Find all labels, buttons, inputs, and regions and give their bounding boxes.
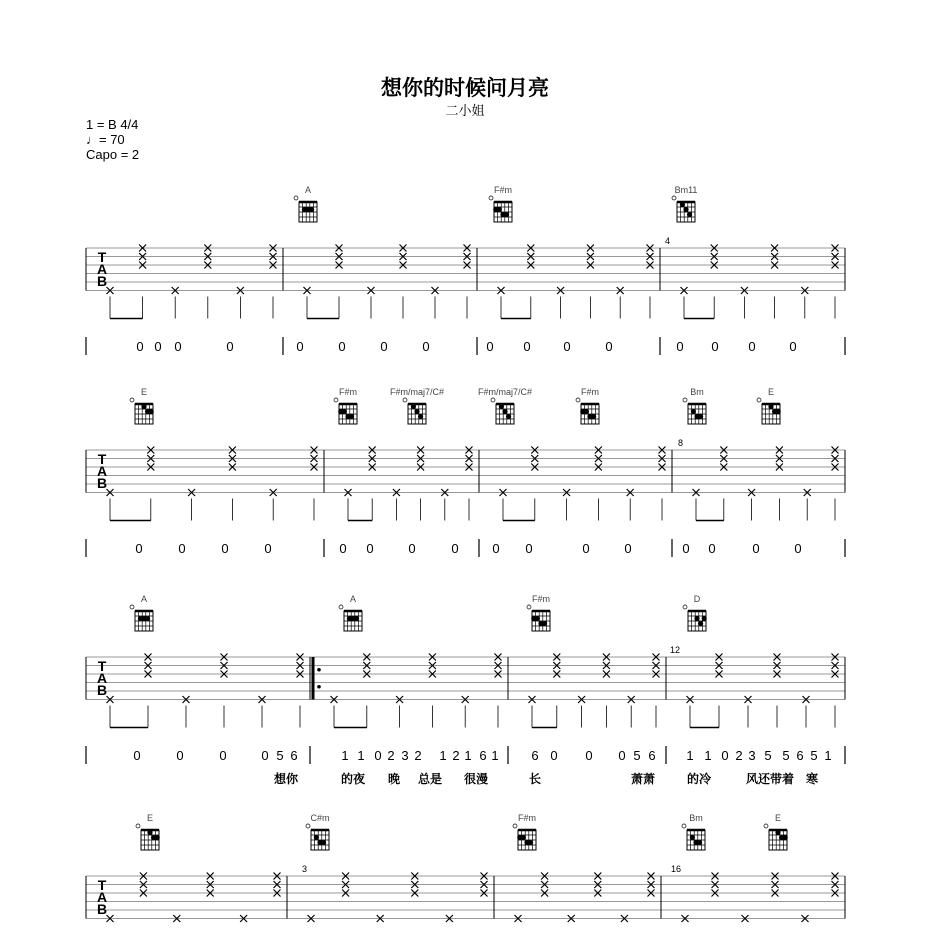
jianpu-note: 0 <box>486 339 494 354</box>
finger-dot <box>141 404 146 409</box>
finger-dot <box>145 616 150 621</box>
open-string-marker <box>136 824 140 828</box>
jianpu-note: 0 <box>624 541 632 556</box>
jianpu-note: 0 <box>261 748 269 763</box>
open-string-marker <box>130 605 134 609</box>
song-title: 想你的时候问月亮 <box>381 76 549 100</box>
jianpu-note: 0 <box>582 541 590 556</box>
finger-dot <box>591 414 596 419</box>
jianpu-note: 1 <box>704 748 712 763</box>
finger-dot <box>147 830 152 835</box>
open-string-marker <box>489 196 493 200</box>
jianpu-note: 0 <box>133 748 141 763</box>
open-string-marker <box>672 196 676 200</box>
tab-system-3 <box>86 594 845 786</box>
finger-dot <box>418 414 423 419</box>
chord-diagrams <box>136 813 788 850</box>
finger-dot <box>775 830 780 835</box>
finger-dot <box>342 409 347 414</box>
finger-dot <box>687 212 692 217</box>
finger-dot <box>690 835 695 840</box>
lyric: 想你 <box>273 772 299 786</box>
chord-diagrams <box>130 387 781 424</box>
chord-name: F#m <box>494 185 512 195</box>
tab-clef-letter: A <box>96 889 108 906</box>
finger-dot <box>776 409 781 414</box>
jianpu-note: 0 <box>711 339 719 354</box>
jianpu-note: 5 <box>764 748 772 763</box>
finger-dot <box>698 414 703 419</box>
finger-dot <box>314 835 319 840</box>
jianpu-note: 0 <box>339 541 347 556</box>
jianpu-note: 5 <box>276 748 284 763</box>
jianpu-note: 1 <box>464 748 472 763</box>
jianpu-note: 6 <box>648 748 656 763</box>
jianpu-note: 2 <box>414 748 422 763</box>
jianpu-note: 0 <box>338 339 346 354</box>
jianpu-note: 1 <box>341 748 349 763</box>
finger-dot <box>504 212 509 217</box>
finger-dot <box>783 835 788 840</box>
jianpu-note: 0 <box>296 339 304 354</box>
jianpu-note: 0 <box>682 541 690 556</box>
jianpu-note: 0 <box>748 339 756 354</box>
jianpu-note: 6 <box>479 748 487 763</box>
tab-clef-letter: A <box>96 463 108 480</box>
open-string-marker <box>306 824 310 828</box>
lyric: 萧萧 <box>630 772 656 786</box>
jianpu-note: 3 <box>401 748 409 763</box>
chord-name: F#m/maj7/C# <box>477 387 533 397</box>
jianpu-note: 1 <box>686 748 694 763</box>
jianpu-note: 0 <box>178 541 186 556</box>
jianpu-note: 0 <box>374 748 382 763</box>
jianpu-note: 0 <box>605 339 613 354</box>
finger-dot <box>535 616 540 621</box>
jianpu-note: 0 <box>721 748 729 763</box>
jianpu-note: 0 <box>794 541 802 556</box>
open-string-marker <box>757 398 761 402</box>
open-string-marker <box>527 605 531 609</box>
finger-dot <box>584 409 589 414</box>
finger-dot <box>680 202 685 207</box>
bar-number: 12 <box>670 645 681 655</box>
chord-name: E <box>767 387 775 397</box>
finger-dot <box>354 616 359 621</box>
open-string-marker <box>513 824 517 828</box>
jianpu-note: 6 <box>796 748 804 763</box>
jianpu-note: 0 <box>585 748 593 763</box>
tab-clef-letter: T <box>97 249 107 266</box>
jianpu-note: 0 <box>136 339 144 354</box>
chord-name: A <box>304 185 312 195</box>
tab-clef-letter: T <box>97 877 107 894</box>
jianpu-note: 0 <box>408 541 416 556</box>
chord-name: D <box>693 594 701 604</box>
lyric: 晚 <box>387 772 401 786</box>
jianpu-note: 6 <box>531 748 539 763</box>
lyric: 总是 <box>417 772 443 786</box>
chord-name: F#m/maj7/C# <box>389 387 445 397</box>
open-string-marker <box>339 605 343 609</box>
jianpu-note: 0 <box>789 339 797 354</box>
lyric: 的夜 <box>340 772 366 786</box>
chord-name: F#m <box>581 387 599 397</box>
jianpu-note: 0 <box>219 748 227 763</box>
jianpu-note: 0 <box>264 541 272 556</box>
tab-clef-letter: B <box>96 273 108 289</box>
tab-clef-letter: B <box>96 475 108 491</box>
chord-name: Bm11 <box>674 185 698 195</box>
open-string-marker <box>130 398 134 402</box>
bar-number: 4 <box>665 236 671 246</box>
jianpu-note: 1 <box>357 748 365 763</box>
chord-name: E <box>140 387 148 397</box>
open-string-marker <box>683 398 687 402</box>
chord-name: Bm <box>690 387 704 397</box>
finger-dot <box>411 404 416 409</box>
finger-dot <box>497 207 502 212</box>
tab-clef-letter: A <box>96 670 108 687</box>
tab-system-4 <box>86 813 845 922</box>
chord-name: C#m <box>310 813 330 823</box>
jianpu-note: 0 <box>618 748 626 763</box>
finger-dot <box>414 409 419 414</box>
open-string-marker <box>682 824 686 828</box>
finger-dot <box>349 414 354 419</box>
jianpu-note: 6 <box>290 748 298 763</box>
tab-system-1 <box>86 185 845 355</box>
jianpu-note: 0 <box>752 541 760 556</box>
jianpu-note: 0 <box>676 339 684 354</box>
finger-dot <box>694 616 699 621</box>
tempo-marking: ♩= 70 <box>86 132 125 147</box>
finger-dot <box>698 621 703 626</box>
jianpu-note: 2 <box>387 748 395 763</box>
open-string-marker <box>764 824 768 828</box>
jianpu-note: 0 <box>226 339 234 354</box>
jianpu-note: 0 <box>174 339 182 354</box>
tab-clef-letter: T <box>97 658 107 675</box>
chord-name: E <box>774 813 782 823</box>
finger-dot <box>702 616 707 621</box>
chord-name: F#m <box>339 387 357 397</box>
chord-name: E <box>146 813 154 823</box>
jianpu-note: 0 <box>422 339 430 354</box>
jianpu-note: 0 <box>525 541 533 556</box>
finger-dot <box>499 404 504 409</box>
jianpu-note: 5 <box>810 748 818 763</box>
open-string-marker <box>403 398 407 402</box>
chord-name: A <box>349 594 357 604</box>
chord-diagrams <box>130 594 707 631</box>
chord-name: Bm <box>689 813 703 823</box>
capo-marking: Capo = 2 <box>86 147 140 162</box>
open-string-marker <box>683 605 687 609</box>
finger-dot <box>521 835 526 840</box>
open-string-marker <box>491 398 495 402</box>
jianpu-note: 1 <box>439 748 447 763</box>
jianpu-note: 2 <box>452 748 460 763</box>
jianpu-note: 0 <box>708 541 716 556</box>
bar-number: 16 <box>671 864 682 874</box>
chord-name: A <box>140 594 148 604</box>
finger-dot <box>542 621 547 626</box>
key-signature: 1 = B 4/4 <box>86 117 139 132</box>
finger-dot <box>502 409 507 414</box>
jianpu-note: 0 <box>563 339 571 354</box>
jianpu-note: 0 <box>221 541 229 556</box>
jianpu-note: 0 <box>380 339 388 354</box>
lyric: 寒 <box>805 772 819 786</box>
finger-dot <box>768 404 773 409</box>
finger-dot <box>309 207 314 212</box>
jianpu-note: 0 <box>176 748 184 763</box>
jianpu-note: 0 <box>492 541 500 556</box>
song-artist: 二小姐 <box>445 104 485 119</box>
jianpu-note: 0 <box>154 339 162 354</box>
jianpu-note: 5 <box>633 748 641 763</box>
lyric: 的冷 <box>686 772 712 786</box>
repeat-dot <box>317 685 321 689</box>
tab-clef-letter: B <box>96 901 108 917</box>
chord-diagrams <box>294 185 697 222</box>
jianpu-note: 0 <box>451 541 459 556</box>
jianpu-note: 5 <box>782 748 790 763</box>
jianpu-note: 0 <box>550 748 558 763</box>
finger-dot <box>691 409 696 414</box>
lyric: 风还带着 <box>745 772 795 786</box>
tab-clef-letter: B <box>96 682 108 698</box>
finger-dot <box>697 840 702 845</box>
finger-dot <box>528 840 533 845</box>
tab-clef-letter: T <box>97 451 107 468</box>
jianpu-note: 2 <box>735 748 743 763</box>
open-string-marker <box>576 398 580 402</box>
jianpu-note: 3 <box>748 748 756 763</box>
tab-system-2 <box>86 387 845 557</box>
tab-clef-letter: A <box>96 261 108 278</box>
lyric: 很漫 <box>463 772 489 786</box>
bar-number: 8 <box>678 438 684 448</box>
open-string-marker <box>294 196 298 200</box>
jianpu-note: 0 <box>135 541 143 556</box>
finger-dot <box>321 840 326 845</box>
jianpu-note: 1 <box>491 748 499 763</box>
finger-dot <box>506 414 511 419</box>
repeat-dot <box>317 668 321 672</box>
jianpu-note: 0 <box>523 339 531 354</box>
jianpu-note: 0 <box>366 541 374 556</box>
bar-number: 3 <box>302 864 308 874</box>
finger-dot <box>155 835 160 840</box>
finger-dot <box>149 409 154 414</box>
open-string-marker <box>334 398 338 402</box>
chord-name: F#m <box>532 594 550 604</box>
finger-dot <box>683 207 688 212</box>
chord-name: F#m <box>518 813 536 823</box>
jianpu-note: 1 <box>824 748 832 763</box>
lyric: 长 <box>528 772 542 786</box>
